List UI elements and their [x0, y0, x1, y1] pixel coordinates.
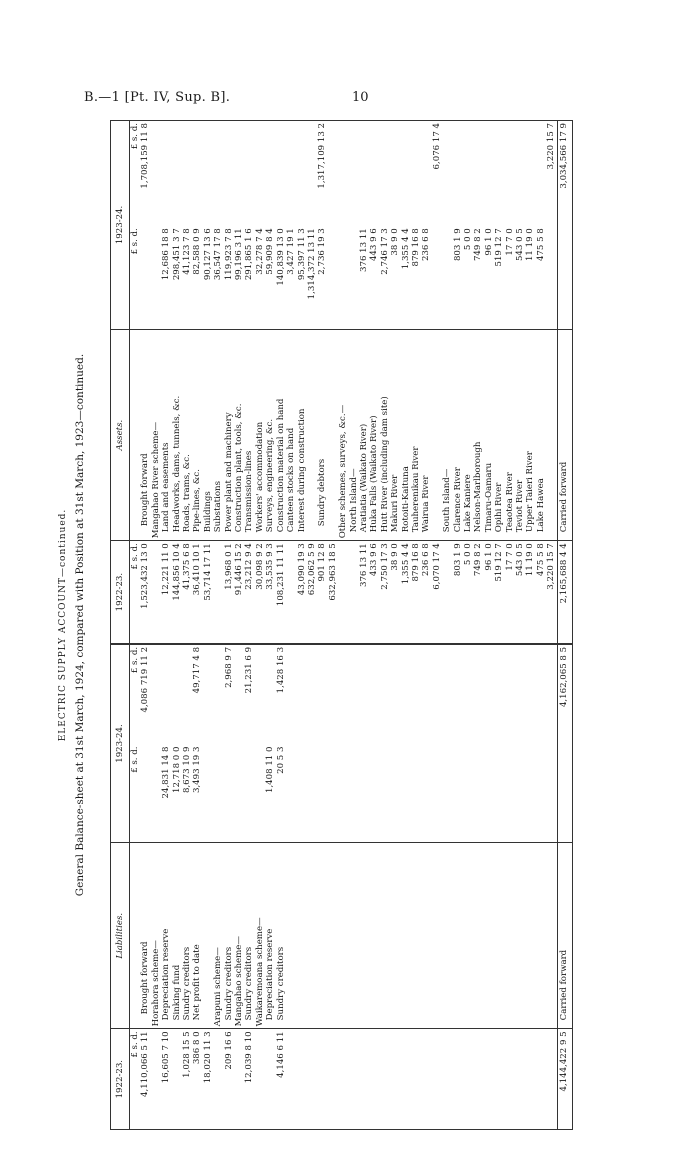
- balance-sheet-table: [110, 120, 573, 1130]
- liab-label: Arapuni scheme—: [213, 843, 223, 1029]
- table-row: [453, 121, 463, 1130]
- liab-1924-total: 2,968 9 7: [223, 646, 234, 688]
- asset-1923-value: [442, 541, 452, 644]
- asset-label: Tauherenikau River: [411, 329, 421, 540]
- asset-1924-total: [525, 121, 535, 227]
- liab-carried-label: Carried forward: [557, 843, 572, 1029]
- page-header-reference: B.—1 [Pt. IV, Sup. B].: [84, 90, 231, 105]
- liab-1924-total: [182, 644, 192, 745]
- table-row: [369, 121, 379, 1130]
- asset-1924-total: [234, 121, 244, 227]
- currency-row: [130, 121, 141, 1130]
- asset-label: [328, 329, 338, 540]
- currency-label: £ s. d.: [130, 123, 140, 150]
- table-row: [473, 121, 483, 1130]
- asset-1924-detail: 236 6 8: [421, 226, 431, 329]
- asset-label: Huka Falls (Waikato River): [369, 329, 379, 540]
- asset-label: Upper Taieri River: [525, 329, 535, 540]
- asset-1924-detail: 291,865 1 6: [244, 226, 254, 329]
- liab-1924-detail: 12,718 0 0: [172, 745, 182, 843]
- asset-1924-detail: 11 19 0: [525, 226, 535, 329]
- liab-label: Sundry creditors: [224, 843, 234, 1029]
- asset-label: Sundry debtors: [317, 329, 327, 540]
- liab-1924-total: [265, 644, 275, 745]
- asset-carried-label: Carried forward: [557, 329, 572, 540]
- asset-1923-value: 91,446 15 2: [234, 541, 244, 644]
- asset-1924-total: [463, 121, 473, 227]
- table-row: [182, 121, 192, 1130]
- asset-1924-detail: 879 16 8: [411, 226, 421, 329]
- table-row: [484, 121, 494, 1130]
- asset-label: Substations: [213, 329, 223, 540]
- asset-1924-total: [401, 121, 411, 227]
- asset-label: Hutt River (including dam site): [380, 329, 390, 540]
- asset-1923-value: 23,212 9 4: [244, 541, 254, 644]
- asset-1924-total: [182, 121, 192, 227]
- asset-1923-value: 12,221 11 0: [161, 541, 171, 644]
- asset-1924-detail: [151, 226, 161, 329]
- liab-label: Brought forward: [140, 843, 150, 1029]
- liab-label: [203, 843, 213, 1029]
- asset-label: Surveys, engineering, &c.: [265, 329, 275, 540]
- asset-1923-value: 632,963 18 5: [328, 541, 338, 644]
- table-row: [297, 121, 307, 1130]
- table-row: [317, 121, 327, 1130]
- liab-1924-total: [255, 644, 265, 745]
- asset-1924-detail: 90,127 13 6: [203, 226, 213, 329]
- asset-label: Roads, trams, &c.: [182, 329, 192, 540]
- liab-1924-total: [172, 644, 182, 745]
- asset-label: Clarence River: [453, 329, 463, 540]
- liab-1924-detail: [255, 745, 265, 843]
- table-row: [421, 121, 431, 1130]
- asset-1924-total: [515, 121, 525, 227]
- asset-1923-value: 376 13 11: [359, 541, 369, 644]
- asset-label: [307, 329, 317, 540]
- asset-1924-total: [442, 121, 452, 227]
- table-row: [203, 121, 213, 1130]
- asset-1923-value: 33,535 9 3: [265, 541, 275, 644]
- liab-label: Depreciation reserve: [265, 843, 275, 1029]
- asset-1924-total: [536, 121, 546, 227]
- asset-1923-value: 749 8 2: [473, 541, 483, 644]
- asset-1923-value: 11 19 0: [525, 541, 535, 644]
- asset-1924-total: 1,317,109 13 2: [317, 123, 328, 189]
- balance-sheet-subtitle: General Balance-sheet at 31st March, 1924, compared with Position at 31st March, 1923—continued.: [74, 353, 86, 897]
- asset-label: Timaru-Oamaru: [484, 329, 494, 540]
- liabilities-header: Liabilities.: [111, 843, 130, 1029]
- asset-1923-value: 236 6 8: [421, 541, 431, 644]
- asset-1924-detail: 2,746 17 3: [380, 226, 390, 329]
- liab-1924-detail: [203, 745, 213, 843]
- liab-1923-value: 1,028 15 5: [182, 1031, 193, 1078]
- asset-1924-total: [151, 121, 161, 227]
- column-header-row: [111, 121, 130, 1130]
- table-row: [172, 121, 182, 1130]
- asset-1923-value: [349, 541, 359, 644]
- asset-1924-detail: 99,196 3 11: [234, 226, 244, 329]
- liab-1923-value: [234, 1029, 244, 1130]
- asset-1924-detail: 96 1 0: [484, 226, 494, 329]
- asset-label: Nelson-Marlborough: [473, 329, 483, 540]
- asset-1924-detail: 140,839 13 0: [276, 226, 286, 329]
- asset-1923-value: [338, 541, 348, 644]
- liab-label: Mangahao scheme—: [234, 843, 244, 1029]
- asset-1924-detail: 38 9 0: [390, 226, 400, 329]
- currency-label: £ s. d.: [130, 226, 141, 329]
- liab-1924-detail: [151, 745, 161, 843]
- liab-1923-header: 1922-23.: [111, 1029, 130, 1130]
- asset-1924-detail: 2,736 19 3: [317, 226, 327, 329]
- asset-1923-value: [213, 541, 223, 644]
- asset-label: South Island—: [442, 329, 452, 540]
- asset-1923-value: 38 9 0: [390, 541, 400, 644]
- currency-label: £ s. d.: [130, 1031, 140, 1058]
- asset-label: Opihi River: [494, 329, 504, 540]
- asset-1924-total: [369, 121, 379, 227]
- asset-label: Mangahao River scheme—: [151, 329, 161, 540]
- liab-1924-detail: 20 5 3: [276, 745, 286, 843]
- asset-1923-value: 1,355 4 4: [401, 541, 411, 644]
- asset-1923-value: 5 0 0: [463, 541, 473, 644]
- liab-1923-value: 4,110,066 5 11: [140, 1031, 151, 1097]
- table-row: [286, 121, 296, 1130]
- asset-label: Other schemes, surveys, &c.—: [338, 329, 348, 540]
- account-title: ELECTRIC SUPPLY ACCOUNT—continued.: [58, 508, 68, 742]
- asset-1924-total: 1,708,159 11 8: [140, 123, 151, 189]
- asset-1924-detail: [338, 226, 348, 329]
- asset-1924-detail: 5 0 0: [463, 226, 473, 329]
- asset-1924-detail: 475 5 8: [536, 226, 546, 329]
- asset-1923-value: 96 1 0: [484, 541, 494, 644]
- asset-1924-total: [349, 121, 359, 227]
- asset-1924-detail: 1,355 4 4: [401, 226, 411, 329]
- liab-1924-detail: [244, 745, 254, 843]
- page-number: 10: [352, 90, 369, 105]
- asset-1923-value: 108,231 11 11: [276, 541, 286, 644]
- liab-1923-value: 16,605 7 10: [161, 1031, 172, 1084]
- table-row: [234, 121, 244, 1130]
- liab-carried-1924: 4,162,065 8 5: [557, 644, 572, 745]
- asset-1924-total: [328, 121, 338, 227]
- asset-1924-detail: [546, 226, 557, 329]
- liab-1924-detail: 8,673 10 9: [182, 745, 192, 843]
- table-row: [515, 121, 525, 1130]
- table-row: [338, 121, 348, 1130]
- asset-label: Transmission-lines: [244, 329, 254, 540]
- asset-1924-total: [411, 121, 421, 227]
- asset-1924-total: [359, 121, 369, 227]
- asset-1923-value: 901 12 8: [317, 541, 327, 644]
- liab-1923-value: [255, 1029, 265, 1130]
- asset-1924-total: [338, 121, 348, 227]
- asset-1923-value: 433 9 6: [369, 541, 379, 644]
- asset-1924-detail: 298,451 3 7: [172, 226, 182, 329]
- liab-carried-1923: 4,144,422 9 5: [557, 1029, 572, 1130]
- asset-label: Aratiatia (Waikato River): [359, 329, 369, 540]
- asset-label: [546, 329, 557, 540]
- table-row: [432, 121, 442, 1130]
- asset-1924-total: [255, 121, 265, 227]
- liab-1924-detail: [213, 745, 223, 843]
- table-row: [359, 121, 369, 1130]
- asset-label: Lake Hawea: [536, 329, 546, 540]
- currency-label: £ s. d.: [130, 541, 141, 644]
- liab-label: Waikaremoana scheme—: [255, 843, 265, 1029]
- asset-1924-total: [203, 121, 213, 227]
- asset-1924-total: [390, 121, 400, 227]
- table-row: [349, 121, 359, 1130]
- liab-1924-detail: [234, 745, 244, 843]
- asset-1924-total: [244, 121, 254, 227]
- table-row: [442, 121, 452, 1130]
- asset-label: Power plant and machinery: [224, 329, 234, 540]
- liab-label: Depreciation reserve: [161, 843, 171, 1029]
- currency-label: £ s. d.: [130, 745, 141, 843]
- asset-1924-detail: 59,909 8 4: [265, 226, 275, 329]
- asset-1924-detail: 119,923 7 8: [224, 226, 234, 329]
- asset-1923-value: 879 16 8: [411, 541, 421, 644]
- liab-1924-detail: 3,493 19 3: [192, 745, 202, 843]
- table-row: [411, 121, 421, 1130]
- asset-1923-value: 36,410 10 1: [192, 541, 202, 644]
- liab-label: Sundry creditors: [244, 843, 254, 1029]
- table-row: [536, 121, 546, 1130]
- asset-1924-detail: [328, 226, 338, 329]
- table-row: [255, 121, 265, 1130]
- liab-label: Horahora scheme—: [151, 843, 161, 1029]
- asset-1924-total: [505, 121, 515, 227]
- liab-label: Sundry creditors: [182, 843, 192, 1029]
- asset-1924-detail: 749 8 2: [473, 226, 483, 329]
- asset-1924-total: [473, 121, 483, 227]
- asset-label: Land and easements: [161, 329, 171, 540]
- asset-1924-detail: 1,314,372 13 11: [307, 226, 317, 329]
- asset-label: Lake Kaniere: [463, 329, 473, 540]
- assets-header: Assets.: [111, 329, 130, 540]
- asset-1924-total: 3,220 15 7: [546, 123, 557, 170]
- liab-1924-total: [213, 644, 223, 745]
- asset-label: Makuri River: [390, 329, 400, 540]
- table-row: [151, 121, 161, 1130]
- liab-1923-value: [265, 1029, 275, 1130]
- asset-label: Buildings: [203, 329, 213, 540]
- liab-1923-value: 4,146 6 11: [275, 1031, 286, 1078]
- asset-label: Teviot River: [515, 329, 525, 540]
- asset-1924-total: [494, 121, 504, 227]
- asset-1923-header: 1922-23.: [111, 541, 130, 644]
- table-row: [192, 121, 202, 1130]
- asset-1924-total: [307, 121, 317, 227]
- table-row: [380, 121, 390, 1130]
- asset-1924-detail: 376 13 11: [359, 226, 369, 329]
- asset-1923-value: 41,375 6 8: [182, 541, 192, 644]
- asset-label: Workers' accommodation: [255, 329, 265, 540]
- table-row: [505, 121, 515, 1130]
- asset-1923-value: 17 7 0: [505, 541, 515, 644]
- asset-1924-detail: 17 7 0: [505, 226, 515, 329]
- currency-label: £ s. d.: [130, 646, 140, 674]
- asset-1923-value: 803 1 9: [453, 541, 463, 644]
- asset-1924-total: [172, 121, 182, 227]
- table-row: [390, 121, 400, 1130]
- table-row: [525, 121, 535, 1130]
- asset-label: Rotoiti-Kaituna: [401, 329, 411, 540]
- asset-label: Construction plant, tools, &c.: [234, 329, 244, 540]
- asset-1923-value: 3,220 15 7: [546, 541, 557, 644]
- asset-1923-value: 543 0 5: [515, 541, 525, 644]
- asset-label: Headworks, dams, tunnels, &c.: [172, 329, 182, 540]
- asset-1924-total: [286, 121, 296, 227]
- liab-1924-detail: [140, 745, 150, 843]
- table-row: [224, 121, 234, 1130]
- asset-1923-value: [151, 541, 161, 644]
- asset-1923-value: 144,856 10 4: [172, 541, 182, 644]
- liab-label: Net profit to date: [192, 843, 202, 1029]
- asset-carried-1924: 3,034,566 17 9: [557, 121, 572, 227]
- carried-forward-row: [557, 121, 572, 1130]
- table-row: [244, 121, 254, 1130]
- liab-1923-value: 209 16 6: [223, 1031, 234, 1070]
- asset-label: Pipe-lines, &c.: [192, 329, 202, 540]
- asset-1923-value: [286, 541, 296, 644]
- table-row: [213, 121, 223, 1130]
- asset-label: Canteen stocks on hand: [286, 329, 296, 540]
- liab-1924-total: [203, 644, 213, 745]
- liab-1924-total: 1,428 16 3: [275, 646, 286, 694]
- asset-1923-value: 632,062 5 9: [307, 541, 317, 644]
- liab-1923-value: 386 8 0: [192, 1031, 203, 1065]
- table-row: [276, 121, 286, 1130]
- asset-1924-detail: [349, 226, 359, 329]
- asset-label: [432, 329, 442, 540]
- asset-1924-detail: 803 1 9: [453, 226, 463, 329]
- asset-1924-detail: 12,686 18 8: [161, 226, 171, 329]
- liab-1924-total: [161, 644, 171, 745]
- asset-1924-total: 6,076 17 4: [431, 123, 442, 170]
- table-row: [546, 121, 557, 1130]
- asset-1924-total: [224, 121, 234, 227]
- table-row: [161, 121, 171, 1130]
- asset-label: North Island—: [349, 329, 359, 540]
- table-row: [463, 121, 473, 1130]
- liab-label: Sundry creditors: [276, 843, 286, 1029]
- asset-1923-value: 6,070 17 4: [432, 541, 442, 644]
- asset-1924-detail: 36,547 17 8: [213, 226, 223, 329]
- asset-1924-total: [276, 121, 286, 227]
- asset-1923-value: 13,968 0 1: [224, 541, 234, 644]
- liab-1924-total: 49,717 4 8: [192, 646, 203, 694]
- asset-1924-total: [192, 121, 202, 227]
- liab-label: Sinking fund: [172, 843, 182, 1029]
- asset-1923-value: 30,098 9 2: [255, 541, 265, 644]
- table-row: [328, 121, 338, 1130]
- liab-1924-total: [234, 644, 244, 745]
- liab-1924-total: [151, 644, 161, 745]
- asset-label: Wairua River: [421, 329, 431, 540]
- asset-1924-total: [213, 121, 223, 227]
- asset-1924-total: [297, 121, 307, 227]
- liab-1924-detail: [224, 745, 234, 843]
- table-row: [265, 121, 275, 1130]
- liab-1924-detail: 24,831 14 8: [161, 745, 171, 843]
- asset-1923-value: 53,714 17 11: [203, 541, 213, 644]
- liab-1924-total: 21,231 6 9: [244, 646, 255, 694]
- table-row: [494, 121, 504, 1130]
- asset-1924-detail: 95,397 11 3: [297, 226, 307, 329]
- liab-1923-value: 18,020 11 3: [202, 1031, 213, 1084]
- rotated-balance-sheet: [58, 120, 688, 1130]
- asset-1923-value: 43,090 19 3: [297, 541, 307, 644]
- asset-1924-header: 1923-24.: [111, 121, 130, 330]
- asset-1924-detail: 543 0 5: [515, 226, 525, 329]
- asset-label: Brought forward: [140, 329, 150, 540]
- asset-1924-total: [484, 121, 494, 227]
- asset-label: Interest during construction: [297, 329, 307, 540]
- liab-1923-value: 12,039 8 10: [244, 1031, 255, 1084]
- asset-1924-detail: 82,588 0 9: [192, 226, 202, 329]
- asset-1924-detail: 443 9 6: [369, 226, 379, 329]
- table-row: [140, 121, 150, 1130]
- asset-1924-detail: 3,427 19 1: [286, 226, 296, 329]
- liab-1924-detail: 1,408 11 0: [265, 745, 275, 843]
- asset-1924-total: [161, 121, 171, 227]
- asset-1924-total: [380, 121, 390, 227]
- liab-1923-value: [151, 1029, 161, 1130]
- asset-carried-1923: 2,165,688 4 4: [557, 541, 572, 644]
- asset-1924-total: [421, 121, 431, 227]
- asset-1923-value: 475 5 8: [536, 541, 546, 644]
- asset-1924-total: [453, 121, 463, 227]
- liab-1923-value: [213, 1029, 223, 1130]
- asset-1924-detail: [140, 226, 150, 329]
- liab-1924-header: 1923-24.: [111, 644, 130, 843]
- asset-1924-detail: 41,123 7 8: [182, 226, 192, 329]
- table-row: [307, 121, 317, 1130]
- asset-1923-value: 1,523,432 13 0: [140, 541, 150, 644]
- asset-1924-total: [265, 121, 275, 227]
- liab-1923-value: [172, 1029, 182, 1130]
- asset-1924-detail: 32,278 7 4: [255, 226, 265, 329]
- table-row: [401, 121, 411, 1130]
- asset-1923-value: 2,750 17 3: [380, 541, 390, 644]
- asset-label: Construction material on hand: [276, 329, 286, 540]
- asset-label: Teaotea River: [505, 329, 515, 540]
- asset-1924-detail: [432, 226, 442, 329]
- asset-1924-detail: [442, 226, 452, 329]
- asset-1924-detail: 519 12 7: [494, 226, 504, 329]
- liab-1924-total: 4,086 719 11 2: [140, 646, 151, 713]
- asset-1923-value: 519 12 7: [494, 541, 504, 644]
